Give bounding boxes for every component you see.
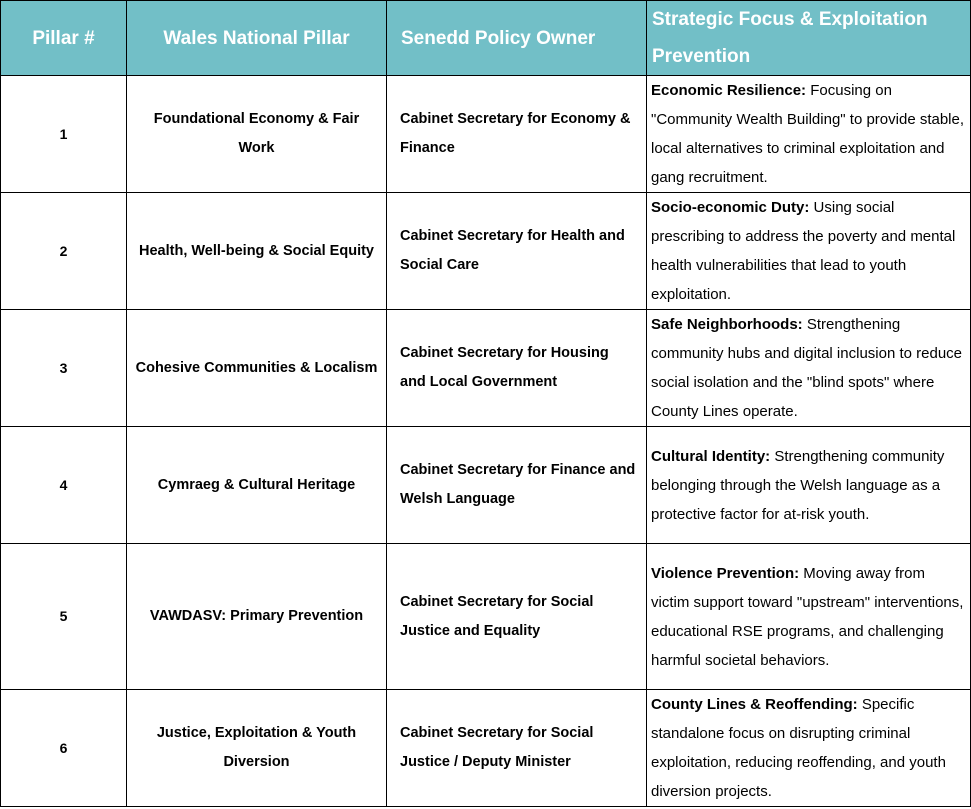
table-row: [1, 193, 971, 310]
table-row: [1, 310, 971, 427]
table-row: [1, 544, 971, 690]
focus-title: Violence Prevention:: [651, 564, 800, 582]
header-policy-owner: Senedd Policy Owner: [387, 1, 647, 76]
strategic-focus: [647, 76, 971, 193]
pillar-number: 5: [1, 544, 127, 690]
focus-text: Focusing on "Community Wealth Building" to provide stable, local alternatives to criminal exploitation and gang recruitment.: [651, 82, 965, 186]
pillar-name: Justice, Exploitation & Youth Diversion: [127, 690, 387, 807]
pillar-number: 6: [1, 690, 127, 807]
pillar-number: 4: [1, 427, 127, 544]
focus-title: Safe Neighborhoods:: [651, 316, 803, 333]
policy-owner: Cabinet Secretary for Economy & Finance: [387, 76, 647, 193]
header-national-pillar: Wales National Pillar: [127, 1, 387, 76]
header-pillar-number: Pillar #: [1, 1, 127, 76]
focus-title: Economic Resilience:: [651, 82, 807, 99]
pillar-number: 2: [1, 193, 127, 310]
pillar-name: VAWDASV: Primary Prevention: [127, 544, 387, 690]
strategic-focus: [647, 544, 971, 690]
policy-owner: Cabinet Secretary for Social Justice and Equality: [387, 544, 647, 690]
table-row: [1, 427, 971, 544]
policy-owner: Cabinet Secretary for Health and Social Care: [387, 193, 647, 310]
focus-text: Strengthening community belonging through the Welsh language as a protective factor for at-risk youth.: [651, 447, 945, 523]
focus-title: Socio-economic Duty:: [651, 199, 810, 216]
focus-title: County Lines & Reoffending:: [651, 696, 858, 713]
pillar-name: Cymraeg & Cultural Heritage: [127, 427, 387, 544]
table-row: [1, 76, 971, 193]
pillar-name: Cohesive Communities & Localism: [127, 310, 387, 427]
focus-text: Using social prescribing to address the poverty and mental health vulnerabilities that lead to youth exploitation.: [651, 199, 956, 303]
strategic-focus: [647, 310, 971, 427]
policy-owner: Cabinet Secretary for Housing and Local Government: [387, 310, 647, 427]
table-row: [1, 690, 971, 807]
pillar-name: Foundational Economy & Fair Work: [127, 76, 387, 193]
strategic-focus: [647, 690, 971, 807]
pillar-name: Health, Well-being & Social Equity: [127, 193, 387, 310]
pillar-number: 1: [1, 76, 127, 193]
strategic-focus: [647, 193, 971, 310]
pillar-number: 3: [1, 310, 127, 427]
header-row: [1, 1, 971, 76]
focus-text: Strengthening community hubs and digital inclusion to reduce social isolation and the "blind spots" where County Lines operate.: [651, 316, 963, 420]
header-strategic-focus: Strategic Focus & Exploitation Prevention: [647, 1, 971, 76]
policy-owner: Cabinet Secretary for Finance and Welsh Language: [387, 427, 647, 544]
strategic-focus: [647, 427, 971, 544]
policy-owner: Cabinet Secretary for Social Justice / Deputy Minister: [387, 690, 647, 807]
focus-text: Specific standalone focus on disrupting criminal exploitation, reducing reoffending, and youth diversion projects.: [651, 696, 946, 800]
focus-text: Moving away from victim support toward "upstream" interventions, educational RSE programs, and challenging harmful societal behaviors.: [651, 564, 964, 669]
focus-title: Cultural Identity:: [651, 447, 771, 465]
